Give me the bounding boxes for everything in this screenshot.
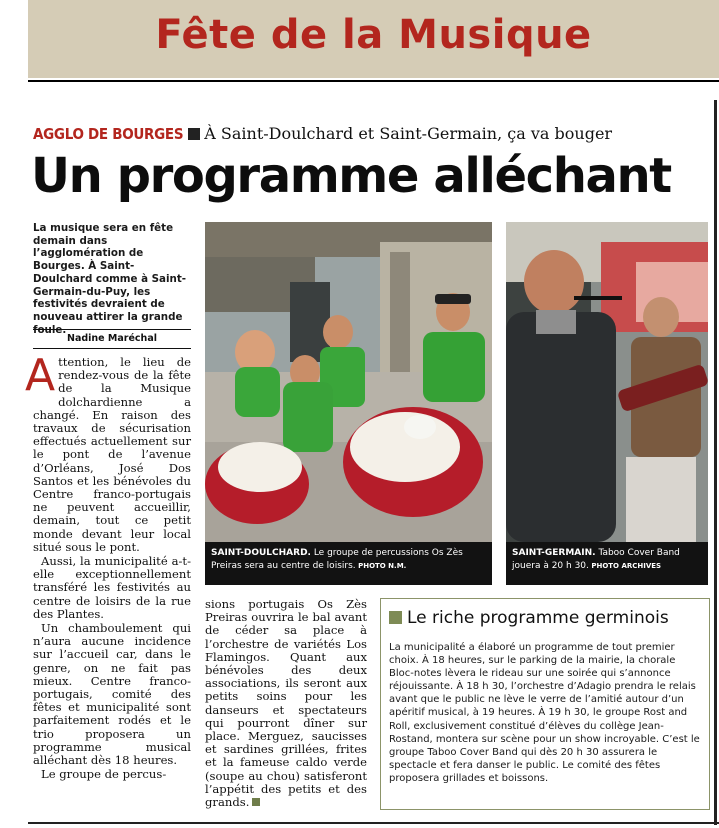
body-paragraph-5: sions portugais Os Zès Preiras ouvrira le bal avant de céder sa place à l’orchestre de variétés Los Flamingos. Quant aux bénévoles des deux associations, ils seront aux petits soins pour les danseurs et spectateurs qui pourront dîner sur place. Merguez, saucisses et sardines grillées, frites et la fameuse caldo verde (soupe au chou) satisferont l’appétit des petits et des grands.: [205, 597, 367, 810]
body-column-2: [205, 598, 367, 809]
body-paragraph-3: Un chamboulement qui n’aura aucune incidence sur l’accueil car, dans le genre, on ne fait pas mieux. Centre franco-portugais, comité des fêtes et municipalité sont parfaitement rodés et le trio proposera un programme musical alléchant dès 18 heures.: [33, 621, 191, 768]
square-bullet-icon: [188, 128, 200, 140]
drop-cap: A: [25, 350, 56, 401]
square-bullet-icon: [389, 611, 402, 624]
caption-location: SAINT-DOULCHARD.: [211, 548, 311, 558]
caption-saint-doulchard: [205, 542, 492, 585]
byline-rule-bottom: [33, 348, 191, 349]
photo-saint-germain: [506, 222, 708, 542]
body-column-1: [25, 350, 191, 783]
kicker-subtitle: À Saint-Doulchard et Saint-Germain, ça va bouger: [204, 124, 613, 143]
sidebar-box-header: [389, 608, 669, 628]
banner-rule: [28, 80, 719, 82]
section-title: Fête de la Musique: [155, 12, 592, 58]
photo-credit: PHOTO ARCHIVES: [588, 561, 662, 570]
kicker: [33, 124, 612, 143]
kicker-tag: AGGLO DE BOURGES: [33, 125, 184, 143]
section-banner: [28, 0, 719, 78]
body-paragraph-4: Le groupe de percus-: [41, 767, 167, 782]
sidebar-box-title: Le riche programme germinois: [407, 608, 669, 628]
end-mark-icon: [252, 798, 260, 806]
page-bottom-rule: [28, 822, 719, 824]
photo-saint-doulchard: [205, 222, 492, 542]
caption-text: Taboo Cover Band jouera à 20 h 30.: [512, 548, 680, 571]
body-paragraph-1: ttention, le lieu de rendez-vous de la fête de la Musique dolchardienne a changé. En raison des travaux de sécurisation effectués actuellement sur le pont de l’avenue d’Orléans, José Dos Santos et les bénévoles du Centre franco-portugais ne peuvent accueillir, demain, tout ce petit monde devant leur local situé sous le pont.: [33, 355, 191, 554]
percussion-band-photo: [205, 222, 492, 542]
sidebar-box-text: La municipalité a élaboré un programme de tout premier choix. À 18 heures, sur le parking de la mairie, la chorale Bloc-notes lèvera le rideau sur une soirée qui s’annonce réjouissante. À 18 h 30, l’orchestre d’Adagio prendra le relais avant que le public ne lève le verre de l’amitié autour d’un apéritif musical, à 19 heures. À 19 h 30, le groupe Rost and Roll, exclusivement constitué d’élèves du collège Jean-Rostand, montera sur scène pour un show incroyable. C’est le groupe Taboo Cover Band qui dès 20 h 30 assurera le spectacle et fera danser le public. Le comité des fêtes proposera grillades et boissons.: [389, 642, 700, 784]
photo-credit: PHOTO N.M.: [355, 561, 407, 570]
headline: Un programme alléchant: [31, 148, 671, 204]
article-lede: La musique sera en fête demain dans l’agglomération de Bourges. À Saint-Doulchard comme à Saint-Germain-du-Puy, les festivités devraient de nouveau attirer la grande: [33, 222, 187, 323]
taboo-cover-band-photo: [506, 222, 708, 542]
body-paragraph-2: Aussi, la municipalité a-t-elle exceptionnellement transféré les festivités au centre de loisirs de la rue des Plantes.: [33, 554, 191, 621]
caption-saint-germain: [506, 542, 708, 585]
byline: Nadine Maréchal: [67, 333, 157, 344]
page-right-rule: [714, 100, 717, 825]
caption-location: SAINT-GERMAIN.: [512, 548, 596, 558]
caption-text: Le groupe de percussions Os Zès Preiras sera au centre de loisirs.: [211, 548, 463, 571]
byline-rule-top: [33, 329, 191, 330]
sidebar-box-program: [380, 598, 710, 810]
